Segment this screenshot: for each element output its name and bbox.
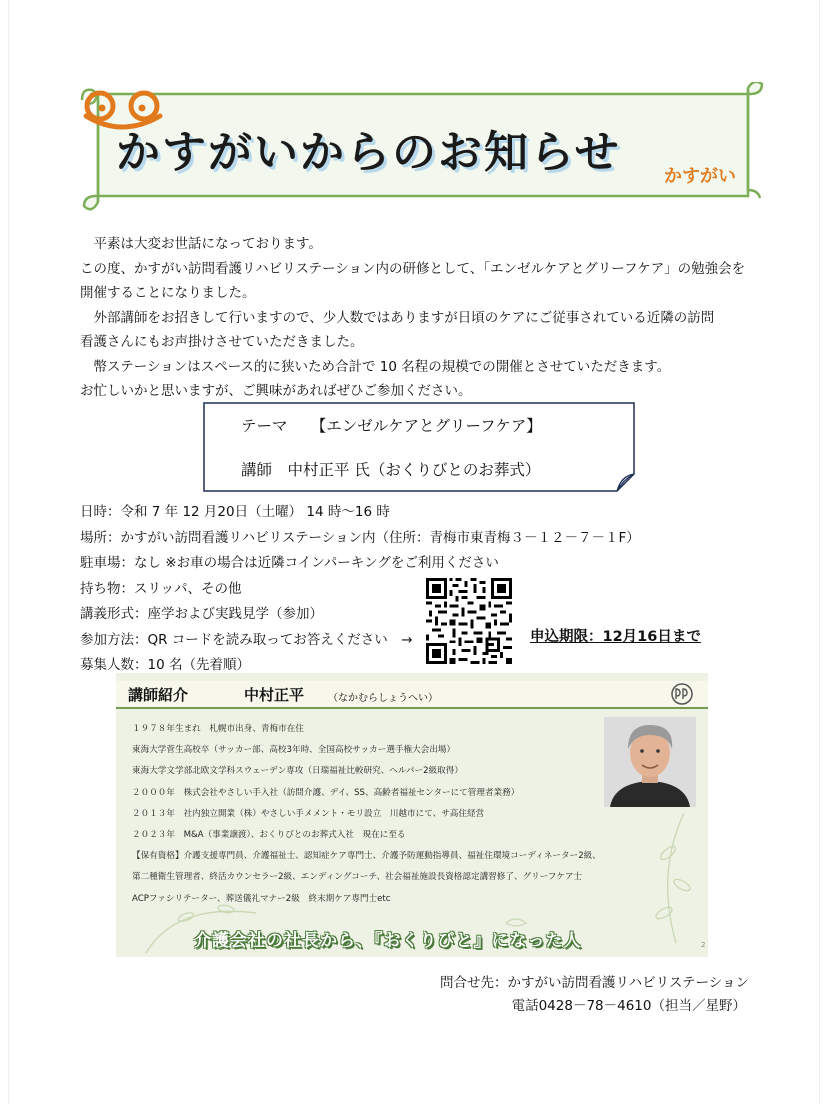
application-deadline: 申込期限：12月16日まで bbox=[530, 629, 701, 645]
intro-line: 幣ステーションはスペース的に狭いため合計で 10 名程の規模での開催とさせていただきます。 bbox=[80, 358, 671, 375]
intro-line: この度、かすがい訪問看護リハビリステーション内の研修として、「エンゼルケアとグリーフケア」の勉強会を bbox=[80, 260, 746, 277]
frog-logo-icon bbox=[78, 82, 168, 162]
page-title: かすがいからのお知らせ bbox=[116, 127, 621, 178]
lecturer-name: 中村正平 bbox=[244, 686, 305, 704]
profile-heading: 講師紹介 bbox=[128, 686, 189, 704]
banner bbox=[78, 82, 766, 212]
contact-name: 問合せ先：かすがい訪問看護リハビリステーション bbox=[440, 975, 750, 991]
intro-line: 平素は大変お世話になっております。 bbox=[80, 236, 322, 252]
company-logo-icon bbox=[666, 683, 698, 705]
career-item: ２０００年 株式会社やさしい手入社（訪問介護、デイ、SS、高齢者福祉センターにて管理者業務） bbox=[132, 787, 520, 798]
detail-date: 日時：令和 7 年 12 月20日（土曜） 14 時～16 時 bbox=[80, 504, 390, 520]
contact-info bbox=[440, 972, 750, 1018]
logo-text: かすがい bbox=[664, 166, 736, 187]
lecturer-line: 講師 中村正平 氏（おくりびとのお葬式） bbox=[241, 461, 541, 479]
career-item: ２０２３年 M&A（事業譲渡）、おくりびとのお葬式入社 現在に至る bbox=[132, 830, 406, 841]
career-item: １９７８年生まれ 札幌市出身、青梅市在住 bbox=[132, 724, 304, 734]
intro-text bbox=[80, 232, 760, 404]
profile-tagline: 介護会社の社長から、『おくりびと』になった人 bbox=[194, 931, 582, 951]
page-number: 2 bbox=[701, 941, 706, 949]
detail-place: 場所：かすがい訪問看護リハビリステーション内（住所：青梅市東青梅３－１２－７－１F） bbox=[80, 529, 640, 546]
detail-how-to-join: 参加方法：QR コードを読み取ってお答えください → bbox=[80, 631, 413, 648]
detail-format: 講義形式：座学および実践見学（参加） bbox=[80, 606, 323, 622]
contact-phone[interactable]: 電話0428－78－4610（担当／星野） bbox=[511, 998, 746, 1014]
header-divider bbox=[116, 707, 708, 709]
intro-line: お忙しいかと思いますが、ご興味があればぜひご参加ください。 bbox=[80, 383, 472, 399]
event-details bbox=[80, 500, 640, 679]
career-item: 第二種衛生管理者、終活カウンセラー2級、エンディングコーチ、社会福祉施設長資格認定講習修了、グリーフケア士 bbox=[132, 872, 583, 883]
intro-line: 外部講師をお招きして行いますので、少人数ではありますが日頃のケアにご従事されている近隣の訪問 bbox=[80, 309, 715, 326]
career-item: ACPファシリテーター、葬送儀礼マナー2級 終末期ケア専門士etc bbox=[132, 893, 391, 904]
career-list bbox=[132, 719, 601, 910]
detail-belongings: 持ち物：スリッパ、その他 bbox=[80, 580, 242, 597]
lecturer-name-kana: （なかむらしょうへい） bbox=[328, 693, 438, 704]
detail-parking: 駐車場：なし ※お車の場合は近隣コインパーキングをご利用ください bbox=[80, 555, 499, 571]
profile-header bbox=[116, 681, 708, 709]
qr-code-icon[interactable] bbox=[426, 578, 512, 664]
theme-title: テーマ 【エンゼルケアとグリーフケア】 bbox=[241, 417, 542, 435]
career-item: ２０１３年 社内独立開業（株）やさしい手メメント・モリ設立 川越市にて、サ高住経営 bbox=[132, 808, 485, 819]
career-item: 東海大学文学部北欧文学科スウェーデン専攻（日瑞福祉比較研究、ヘルパー2級取得） bbox=[132, 766, 463, 777]
intro-line: 看護さんにもお声掛けさせていただきました。 bbox=[80, 334, 364, 350]
theme-box bbox=[203, 402, 635, 492]
intro-line: 開催することになりました。 bbox=[80, 285, 256, 301]
career-item: 【保有資格】介護支援専門員、介護福祉士、認知症ケア専門士、介護予防運動指導員、福祉住環境コーディネーター2級、 bbox=[132, 851, 601, 862]
career-item: 東海大学菅生高校卒（サッカー部、高校3年時、全国高校サッカー選手権大会出場） bbox=[132, 745, 456, 756]
lecturer-photo bbox=[604, 717, 696, 807]
lecturer-profile-card bbox=[116, 673, 708, 957]
detail-capacity: 募集人数：10 名（先着順） bbox=[80, 657, 250, 673]
